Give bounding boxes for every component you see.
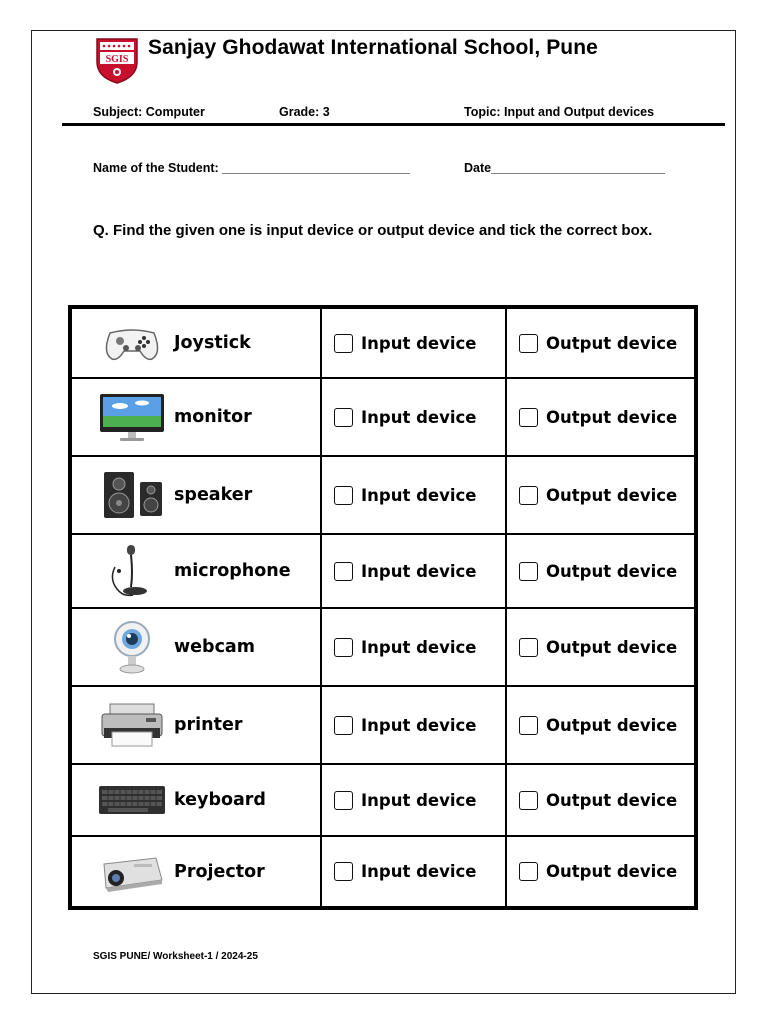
input-device-label: Input device bbox=[361, 790, 477, 810]
output-option-cell bbox=[507, 457, 694, 535]
school-name: Sanjay Ghodawat International School, Pune bbox=[148, 36, 598, 59]
input-option-cell bbox=[322, 535, 507, 609]
output-device-label: Output device bbox=[546, 862, 678, 881]
output-option-cell bbox=[507, 765, 694, 837]
output-option-cell bbox=[507, 687, 694, 765]
output-option-cell bbox=[507, 379, 694, 457]
device-label: Projector bbox=[174, 861, 265, 882]
output-option-cell bbox=[507, 535, 694, 609]
input-device-checkbox[interactable] bbox=[334, 486, 353, 505]
input-device-checkbox[interactable] bbox=[334, 562, 353, 581]
speaker-icon bbox=[98, 470, 166, 520]
output-device-checkbox[interactable] bbox=[519, 638, 538, 657]
input-device-checkbox[interactable] bbox=[334, 638, 353, 657]
output-device-label: Output device bbox=[546, 637, 678, 657]
output-device-label: Output device bbox=[546, 715, 678, 735]
device-label: keyboard bbox=[174, 790, 266, 810]
device-cell bbox=[72, 765, 322, 837]
header-rule bbox=[62, 123, 725, 126]
footer-text: SGIS PUNE/ Worksheet-1 / 2024-25 bbox=[93, 951, 258, 962]
svg-text:SGIS: SGIS bbox=[105, 54, 129, 65]
input-option-cell bbox=[322, 837, 507, 906]
joystick-icon bbox=[98, 318, 166, 368]
student-name-field[interactable]: Name of the Student: ___________________________ bbox=[93, 161, 410, 175]
output-option-cell bbox=[507, 309, 694, 379]
device-cell bbox=[72, 309, 322, 379]
output-device-label: Output device bbox=[546, 790, 678, 810]
device-cell bbox=[72, 837, 322, 906]
input-device-checkbox[interactable] bbox=[334, 791, 353, 810]
device-label: speaker bbox=[174, 485, 253, 505]
question-text: Q. Find the given one is input device or output device and tick the correct box. bbox=[93, 222, 653, 239]
device-label: monitor bbox=[174, 407, 252, 427]
input-device-label: Input device bbox=[361, 333, 477, 353]
printer-icon bbox=[98, 700, 166, 750]
output-device-label: Output device bbox=[546, 333, 678, 353]
keyboard-icon bbox=[98, 775, 166, 825]
input-device-checkbox[interactable] bbox=[334, 334, 353, 353]
input-option-cell bbox=[322, 609, 507, 687]
input-device-label: Input device bbox=[361, 862, 477, 881]
output-device-label: Output device bbox=[546, 485, 678, 505]
input-device-label: Input device bbox=[361, 637, 477, 657]
output-device-checkbox[interactable] bbox=[519, 334, 538, 353]
device-table bbox=[68, 305, 698, 910]
input-option-cell bbox=[322, 379, 507, 457]
device-label: microphone bbox=[174, 561, 291, 581]
device-cell bbox=[72, 609, 322, 687]
webcam-icon bbox=[98, 622, 166, 672]
grade-label: Grade: 3 bbox=[279, 105, 330, 119]
input-option-cell bbox=[322, 687, 507, 765]
output-device-label: Output device bbox=[546, 561, 678, 581]
output-device-checkbox[interactable] bbox=[519, 862, 538, 881]
input-option-cell bbox=[322, 765, 507, 837]
output-device-checkbox[interactable] bbox=[519, 562, 538, 581]
output-device-checkbox[interactable] bbox=[519, 716, 538, 735]
date-field[interactable]: Date_________________________ bbox=[464, 161, 665, 175]
input-device-checkbox[interactable] bbox=[334, 716, 353, 735]
input-device-checkbox[interactable] bbox=[334, 862, 353, 881]
projector-icon bbox=[98, 847, 166, 897]
microphone-icon bbox=[98, 546, 166, 596]
output-device-label: Output device bbox=[546, 407, 678, 427]
input-option-cell bbox=[322, 309, 507, 379]
output-device-checkbox[interactable] bbox=[519, 486, 538, 505]
device-cell bbox=[72, 687, 322, 765]
device-label: Joystick bbox=[174, 333, 251, 353]
device-label: printer bbox=[174, 715, 243, 735]
output-device-checkbox[interactable] bbox=[519, 408, 538, 427]
input-device-checkbox[interactable] bbox=[334, 408, 353, 427]
topic-label: Topic: Input and Output devices bbox=[464, 105, 655, 119]
school-logo-icon bbox=[94, 36, 140, 84]
device-cell bbox=[72, 379, 322, 457]
device-cell bbox=[72, 457, 322, 535]
input-device-label: Input device bbox=[361, 485, 477, 505]
input-device-label: Input device bbox=[361, 715, 477, 735]
device-label: webcam bbox=[174, 637, 255, 657]
input-device-label: Input device bbox=[361, 561, 477, 581]
input-device-label: Input device bbox=[361, 407, 477, 427]
output-device-checkbox[interactable] bbox=[519, 791, 538, 810]
monitor-icon bbox=[98, 392, 166, 442]
output-option-cell bbox=[507, 837, 694, 906]
output-option-cell bbox=[507, 609, 694, 687]
subject-label: Subject: Computer bbox=[93, 105, 205, 119]
device-cell bbox=[72, 535, 322, 609]
input-option-cell bbox=[322, 457, 507, 535]
